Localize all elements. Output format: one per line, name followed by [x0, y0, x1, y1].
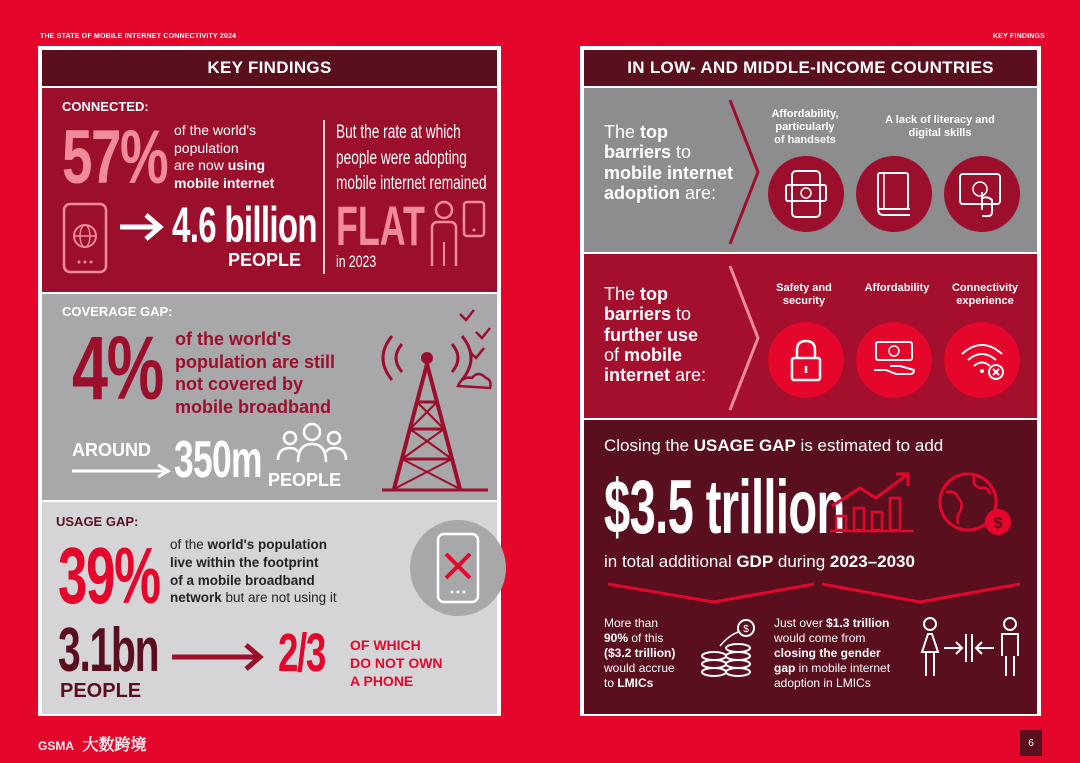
rate-line-3: mobile internet remained — [336, 173, 487, 195]
use-label-3 — [940, 282, 1030, 308]
usage-fraction: 2/3 — [278, 623, 325, 683]
use-label-1a: Safety and — [776, 282, 832, 294]
adoption-label-1b: particularly — [775, 121, 835, 134]
page-number: 6 — [1020, 730, 1042, 756]
adoption-h4a: adoption — [604, 182, 680, 203]
birds-icon — [452, 304, 496, 364]
use-h1b: top — [640, 284, 669, 304]
adoption-label-2 — [870, 114, 1010, 140]
coverage-description — [175, 328, 335, 418]
use-h4b: mobile — [624, 344, 683, 365]
split-brace — [604, 580, 1024, 604]
closing-intro — [604, 436, 943, 456]
use-label-3a: Connectivity — [951, 282, 1018, 294]
connected-label: CONNECTED: — [62, 99, 149, 114]
money-hand-icon — [870, 338, 918, 382]
use-barriers-heading — [604, 284, 706, 386]
watermark-text: 大数跨境 — [82, 737, 147, 754]
adoption-h4 — [604, 183, 733, 203]
arrow-right-icon — [72, 464, 172, 478]
use-label-2a: Affordability — [864, 282, 930, 294]
lmic-title: IN LOW- AND MIDDLE-INCOME COUNTRIES — [584, 50, 1037, 86]
use-label-2 — [852, 282, 942, 295]
adoption-barriers-heading — [604, 122, 733, 203]
usage-gap-gdp-section — [584, 420, 1037, 714]
closing-intro-a: Closing the — [604, 436, 694, 455]
adoption-h2b: to — [671, 142, 692, 163]
usage-line-1a: of the — [170, 537, 208, 552]
phone-x-icon — [436, 532, 480, 604]
adoption-label-1c: of handsets — [774, 134, 836, 147]
use-h4 — [604, 345, 706, 365]
coverage-line-1: of the world's — [175, 329, 292, 349]
gdp-c: during — [773, 552, 830, 571]
coins-stack-icon — [698, 618, 758, 678]
gdp-a: in total additional — [604, 552, 737, 571]
phone-money-icon — [784, 169, 828, 219]
adoption-h1b: top — [640, 122, 669, 142]
growth-chart-icon — [828, 468, 916, 534]
coverage-section — [42, 294, 497, 500]
usage-line-2: live within the footprint — [170, 554, 319, 570]
coverage-around: AROUND — [72, 440, 151, 460]
use-label-3b: experience — [956, 295, 1014, 308]
gender-2: would come from — [774, 631, 866, 645]
globe-dollar-icon — [936, 468, 1016, 542]
phone-globe-icon — [62, 202, 108, 274]
person-phone-icon — [424, 198, 488, 270]
literacy-badge — [856, 156, 932, 232]
chevron-right-icon — [726, 264, 762, 412]
use-h1 — [604, 284, 706, 304]
use-label-1 — [764, 282, 844, 308]
lmic-share-2a: 90% — [604, 631, 629, 645]
connectivity-badge — [944, 322, 1020, 398]
people-group-icon — [274, 422, 350, 462]
usage-people: PEOPLE — [60, 680, 142, 702]
key-findings-panel — [38, 46, 501, 716]
usage-number: 3.1bn — [58, 616, 159, 685]
coverage-percent: 4% — [72, 319, 163, 419]
usage-line-1b: world's population — [207, 537, 327, 552]
lmic-share-4: would accrue — [604, 661, 675, 675]
connected-line-4: mobile internet — [174, 174, 275, 191]
connected-description — [174, 122, 274, 192]
usage-description — [170, 536, 337, 607]
footer-logo — [12, 732, 146, 755]
security-badge — [768, 322, 844, 398]
use-h1a: The — [604, 284, 641, 304]
report-title: THE STATE OF MOBILE INTERNET CONNECTIVITY 2024 — [40, 33, 237, 40]
gdp-d: 2023–2030 — [829, 552, 915, 571]
adoption-h4b: are: — [679, 182, 717, 203]
connected-people: PEOPLE — [228, 250, 302, 270]
coverage-people: PEOPLE — [268, 470, 342, 490]
svg-text:$: $ — [993, 515, 1003, 532]
connected-section — [42, 88, 497, 292]
usage-section — [42, 502, 497, 714]
gsma-logo: GSMA — [38, 739, 74, 753]
use-h5a: internet — [604, 365, 671, 386]
adoption-h1 — [604, 122, 733, 142]
lmic-share-2b: of this — [628, 631, 664, 645]
gender-3: closing the gender — [774, 646, 881, 660]
use-h5b: are: — [670, 365, 707, 386]
lmic-share-text — [604, 616, 675, 691]
usage-line-4b: but are not using it — [221, 590, 337, 606]
connected-line-3b: using — [227, 157, 266, 173]
usage-line-3: of a mobile broadband — [170, 572, 315, 588]
use-h5 — [604, 365, 706, 385]
adoption-h2a: barriers — [604, 142, 672, 163]
affordability-handset-badge — [768, 156, 844, 232]
section-label: KEY FINDINGS — [993, 33, 1046, 40]
chevron-right-icon — [726, 98, 762, 246]
rate-description — [336, 120, 487, 197]
coverage-line-2: population are still — [175, 351, 336, 372]
svg-text:$: $ — [743, 624, 749, 635]
coverage-line-4: mobile broadband — [175, 396, 332, 417]
usage-percent: 39% — [58, 531, 160, 620]
adoption-h2 — [604, 142, 733, 162]
gender-gap-icon — [918, 616, 1028, 680]
phone-ownership-note — [350, 636, 443, 691]
digital-skills-badge — [944, 156, 1020, 232]
gdp-period — [604, 552, 915, 572]
adoption-label-2a: A lack of literacy and — [885, 114, 995, 126]
usage-label: USAGE GAP: — [56, 514, 139, 529]
which-line-1: OF WHICH — [350, 637, 421, 653]
book-icon — [874, 171, 914, 217]
rate-line-1: But the rate at which — [336, 122, 461, 143]
coverage-label: COVERAGE GAP: — [62, 304, 173, 319]
arrow-right-icon — [118, 212, 166, 242]
use-h2a: barriers — [604, 304, 672, 325]
use-h3: further use — [604, 324, 699, 345]
key-findings-title: KEY FINDINGS — [42, 50, 497, 86]
connected-number: 4.6 billion — [172, 197, 317, 253]
gender-5: adoption in LMICs — [774, 676, 871, 690]
coverage-line-3: not covered by — [175, 374, 304, 394]
use-label-1b: security — [782, 295, 826, 308]
touch-screen-icon — [958, 170, 1006, 218]
adoption-barriers-section — [584, 88, 1037, 252]
connected-line-2: population — [174, 139, 239, 156]
lmic-share-5a: to — [604, 676, 618, 690]
phone-x-badge — [410, 520, 506, 616]
closing-intro-c: is estimated to add — [795, 436, 944, 455]
connected-line-3 — [174, 157, 274, 175]
lmic-share-1: More than — [604, 616, 659, 630]
use-h2b: to — [671, 304, 692, 325]
gender-gap-text — [774, 616, 890, 691]
lmic-share-5b: LMICs — [617, 676, 654, 690]
lmic-panel — [580, 46, 1041, 716]
use-h4a: of — [604, 344, 625, 365]
which-line-3: A PHONE — [350, 673, 414, 690]
flat-year: in 2023 — [336, 252, 377, 271]
gender-4b: in mobile internet — [795, 661, 891, 675]
lmic-share-3: ($3.2 trillion) — [604, 646, 676, 660]
adoption-label-2b: digital skills — [908, 127, 972, 140]
use-barriers-section — [584, 254, 1037, 418]
adoption-label-1a: Affordability, — [771, 108, 839, 120]
arrow-right-icon — [170, 642, 266, 672]
divider — [323, 120, 325, 274]
lmic-share-2 — [604, 631, 675, 646]
lock-icon — [788, 338, 824, 382]
coverage-number: 350m — [174, 431, 262, 489]
usage-line-4a: network — [170, 590, 222, 606]
lmic-share-5 — [604, 676, 675, 691]
which-line-2: DO NOT OWN — [350, 655, 443, 672]
usage-line-4 — [170, 589, 337, 607]
gender-1 — [774, 616, 890, 631]
use-h2 — [604, 304, 706, 324]
gender-4a: gap — [774, 661, 796, 675]
no-wifi-icon — [958, 338, 1006, 382]
gdp-amount: $3.5 trillion — [604, 465, 845, 550]
gender-1b: $1.3 trillion — [826, 616, 890, 630]
closing-intro-b: USAGE GAP — [693, 436, 796, 455]
connected-percent: 57% — [62, 115, 168, 200]
flat-label: FLAT — [336, 194, 425, 257]
gender-1a: Just over — [774, 616, 827, 630]
rate-line-2: people were adopting — [336, 147, 467, 169]
connected-line-1: of the world's — [174, 122, 257, 138]
gdp-b: GDP — [736, 552, 774, 571]
affordability-badge — [856, 322, 932, 398]
adoption-h1a: The — [604, 122, 641, 142]
usage-line-1 — [170, 536, 337, 554]
gender-4 — [774, 661, 890, 676]
connected-line-3a: are now — [174, 157, 228, 173]
adoption-h3: mobile internet — [604, 162, 734, 183]
adoption-label-1 — [760, 108, 850, 148]
